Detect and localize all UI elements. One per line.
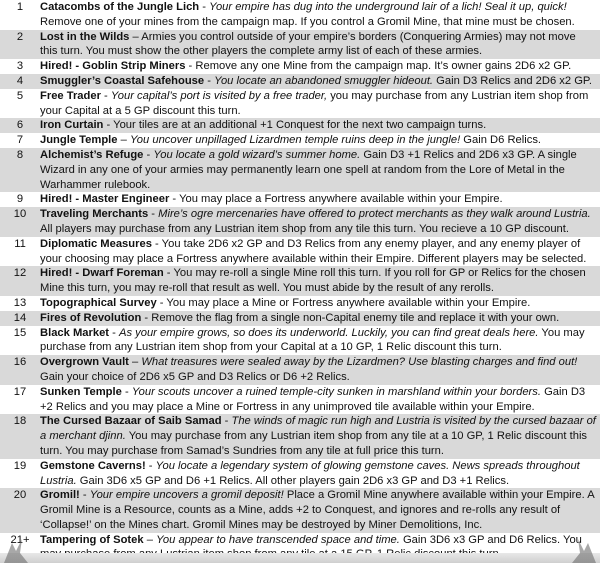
event-separator: - (151, 237, 162, 250)
event-flavor: Your scouts uncover a ruined temple-city sunken in marshland within your borders. (131, 385, 541, 398)
event-number: 10 (13, 208, 27, 221)
event-rules: All players may purchase from any Lustrian item shop from any tile this turn. You recieve a 10 GP discount. (40, 222, 569, 235)
event-description (40, 89, 600, 119)
event-title: Iron Curtain (40, 119, 104, 132)
event-rules: You may re-roll a single Mine roll this turn. If you roll for GP or Relics for the chosen Mine this turn, you may re-roll that result as well. You must abide by the result of any rerolls. (40, 267, 586, 295)
event-rules: Your tiles are at an additional +1 Conquest for the next two campaign turns. (113, 119, 487, 132)
event-separator: - (199, 1, 210, 13)
event-title: Free Trader (40, 89, 101, 102)
event-number: 8 (16, 148, 24, 161)
event-title: Hired! - Master Engineer (40, 193, 170, 206)
event-title: Gemstone Caverns! (40, 459, 146, 472)
event-rules: Remove any one Mine from the campaign map. It’s owner gains 2D6 x2 GP. (195, 60, 572, 73)
event-rules: You may purchase from any Lustrian item shop from any tile at a 10 GP, 1 Relic discount this turn. You may purchase from Samad’s Sundries from any tile at full price this turn. (40, 430, 588, 457)
event-rules: You may place a Mine or Fortress anywhere available within your Empire. (166, 296, 531, 309)
event-row (0, 385, 600, 415)
event-description (40, 459, 600, 489)
event-row (0, 237, 600, 267)
event-rules: Gain D6 Relics. (460, 134, 542, 147)
event-separator: - (145, 459, 156, 472)
event-row (0, 459, 600, 489)
footer-band (0, 553, 600, 563)
event-row (0, 148, 600, 192)
event-number: 11 (14, 237, 26, 250)
event-title: Traveling Merchants (40, 208, 149, 221)
event-title: Topographical Survey (40, 296, 157, 309)
event-rules: Gain D3 +1 Relics and 2D6 x3 GP. A single Wizard in any one of your armies may permanently learn one spell at random from the Lore of Metal in the Warhammer rulebook. (40, 148, 577, 191)
event-number: 1 (16, 1, 24, 13)
event-separator: - (121, 385, 132, 398)
event-title: Hired! - Goblin Strip Miners (40, 60, 186, 73)
event-flavor: Mire’s ogre mercenaries have offered to protect merchants as they walk around Lustria. (158, 208, 591, 221)
event-title: Jungle Temple (40, 134, 118, 147)
event-number: 19 (13, 459, 27, 472)
claw-ornament-icon (570, 537, 598, 563)
event-flavor: What treasures were sealed away by the Lizardmen? Use blasting charges and find out! (141, 356, 578, 369)
event-rules: you may purchase from any Lustrian item shop from your Capital at a 5 GP discount this turn. (40, 89, 589, 117)
event-rules: Remove the flag from a single non-Capital enemy tile and replace it with your own. (151, 311, 560, 324)
event-title: Smuggler’s Coastal Safehouse (40, 74, 205, 87)
event-flavor: The winds of magic run high and Lustria is visited by the cursed bazaar of a merchant djinn. (40, 415, 596, 443)
event-number: 4 (16, 74, 24, 87)
event-number: 20 (13, 489, 27, 502)
event-description (40, 133, 600, 148)
event-title: Hired! - Dwarf Foreman (40, 267, 164, 280)
event-row (0, 296, 600, 311)
event-flavor: As your empire grows, so does its underworld. Luckily, you can find great deals here. (118, 326, 539, 339)
event-number: 13 (13, 296, 27, 309)
event-description (40, 74, 600, 89)
event-title: Diplomatic Measures (40, 237, 152, 250)
event-row (0, 0, 600, 30)
event-number: 14 (13, 311, 27, 324)
event-row (0, 118, 600, 133)
event-flavor: Your empire uncovers a gromil deposit! (89, 489, 284, 502)
event-number: 9 (16, 193, 24, 206)
event-separator: - (204, 74, 215, 87)
event-title: The Cursed Bazaar of Saib Samad (40, 415, 222, 428)
event-rules: Remove one of your mines from the campaign map. If you control a Gromil Mine, that mine must be chosen. (40, 15, 575, 28)
event-description (40, 296, 600, 311)
event-separator: - (148, 208, 159, 221)
event-description (40, 118, 600, 133)
event-description (40, 207, 600, 237)
event-rules: Armies you control outside of your empire’s borders (Conquering Armies) may not move this turn. You must show the other players the complete army list of each of these armies. (40, 30, 576, 58)
event-title: Overgrown Vault (40, 356, 129, 369)
event-flavor: You uncover unpillaged Lizardmen temple ruins deep in the jungle! (129, 134, 461, 147)
event-number: 12 (13, 267, 27, 280)
event-row (0, 89, 600, 119)
event-row (0, 355, 600, 385)
event-separator: - (141, 311, 152, 324)
event-separator: - (79, 489, 90, 502)
event-title: Black Market (40, 326, 110, 339)
event-title: Lost in the Wilds (40, 30, 130, 43)
event-number: 21+ (10, 533, 30, 546)
event-description (40, 0, 600, 30)
event-flavor: You appear to have transcended space and time. (156, 533, 400, 546)
event-row (0, 133, 600, 148)
event-separator: - (185, 60, 196, 73)
event-number: 17 (13, 385, 27, 398)
event-number: 18 (13, 415, 27, 428)
event-title: Gromil! (40, 489, 80, 502)
event-flavor: Your empire has dug into the underground lair of a lich! Seal it up, quick! (209, 1, 567, 13)
event-rules: Gain your choice of 2D6 x5 GP and D3 Relics or D6 +2 Relics. (40, 370, 350, 383)
event-separator: - (221, 415, 232, 428)
event-row (0, 74, 600, 89)
event-row (0, 488, 600, 532)
event-row (0, 311, 600, 326)
event-description (40, 266, 600, 296)
event-number: 6 (16, 119, 24, 132)
event-number: 15 (13, 326, 27, 339)
event-flavor: You locate a legendary system of glowing gemstone caves. News spreads throughout Lustria. (40, 459, 580, 487)
event-number: 7 (16, 134, 24, 147)
event-rules: You may purchase from any Lustrian item shop from your Capital at a 10 GP, 1 Relic discount this turn. (40, 326, 585, 354)
event-separator: - (109, 326, 119, 339)
event-rules: Gain 3D6 x3 GP and D6 Relics. You (402, 533, 582, 546)
event-description (40, 30, 600, 60)
event-separator: - (169, 193, 180, 206)
event-number: 3 (16, 60, 24, 73)
event-row (0, 192, 600, 207)
event-row (0, 207, 600, 237)
event-flavor: Your capital’s port is visited by a free trader, (110, 89, 328, 102)
event-separator: – (117, 134, 130, 147)
event-description (40, 385, 600, 415)
event-separator: – (129, 30, 142, 43)
event-title: Alchemist’s Refuge (40, 148, 144, 161)
event-description (40, 355, 600, 385)
event-description (40, 237, 600, 267)
event-rules: Place a Gromil Mine anywhere available within your Empire. A Gromil Mine is a Resource, counts as a Mine, adds +2 to Conquest, and ignores and re-rolls any result of ‘Collapse!’ on the Mines chart. Gromil Mines may be destroyed by Miner Demolitions, Inc. (40, 489, 595, 531)
event-rules: Gain D3 +2 Relics and you may place a Mine or Fortress in any unimproved tile available within your Empire. (40, 385, 586, 413)
event-separator: - (100, 89, 111, 102)
event-number: 5 (16, 89, 24, 102)
event-title: Tampering of Sotek (40, 533, 144, 546)
event-flavor: You locate a gold wizard’s summer home. (153, 148, 361, 161)
event-description (40, 488, 600, 532)
event-description (40, 414, 600, 458)
event-row (0, 30, 600, 60)
event-description (40, 326, 600, 356)
event-row (0, 326, 600, 356)
event-rules: You take 2D6 x2 GP and D3 Relics from any enemy player, and any enemy player of your choosing may place a Fortress anywhere available within their Empire. Different players may be selected. (40, 237, 587, 265)
event-rules: Gain 3D6 x5 GP and D6 +1 Relics. All other players gain 2D6 x3 GP and D3 +1 Relics. (76, 474, 510, 487)
event-title: Catacombs of the Jungle Lich (40, 1, 200, 13)
event-separator: - (163, 267, 174, 280)
event-separator: – (128, 356, 142, 369)
event-description (40, 59, 600, 74)
event-description (40, 192, 600, 207)
event-row (0, 414, 600, 458)
event-rules: Gain D3 Relics and 2D6 x2 GP. (433, 74, 593, 87)
event-row (0, 59, 600, 74)
event-separator: - (143, 148, 154, 161)
event-number: 2 (16, 30, 24, 43)
event-separator: – (143, 533, 157, 546)
event-number: 16 (13, 356, 27, 369)
event-separator: - (156, 296, 167, 309)
event-rules: You may place a Fortress anywhere available within your Empire. (179, 193, 503, 206)
event-separator: - (103, 119, 114, 132)
event-title: Fires of Revolution (40, 311, 142, 324)
event-title: Sunken Temple (40, 385, 122, 398)
event-description (40, 148, 600, 192)
event-row (0, 266, 600, 296)
event-flavor: You locate an abandoned smuggler hideout. (214, 74, 434, 87)
claw-ornament-icon (2, 537, 30, 563)
event-description (40, 311, 600, 326)
